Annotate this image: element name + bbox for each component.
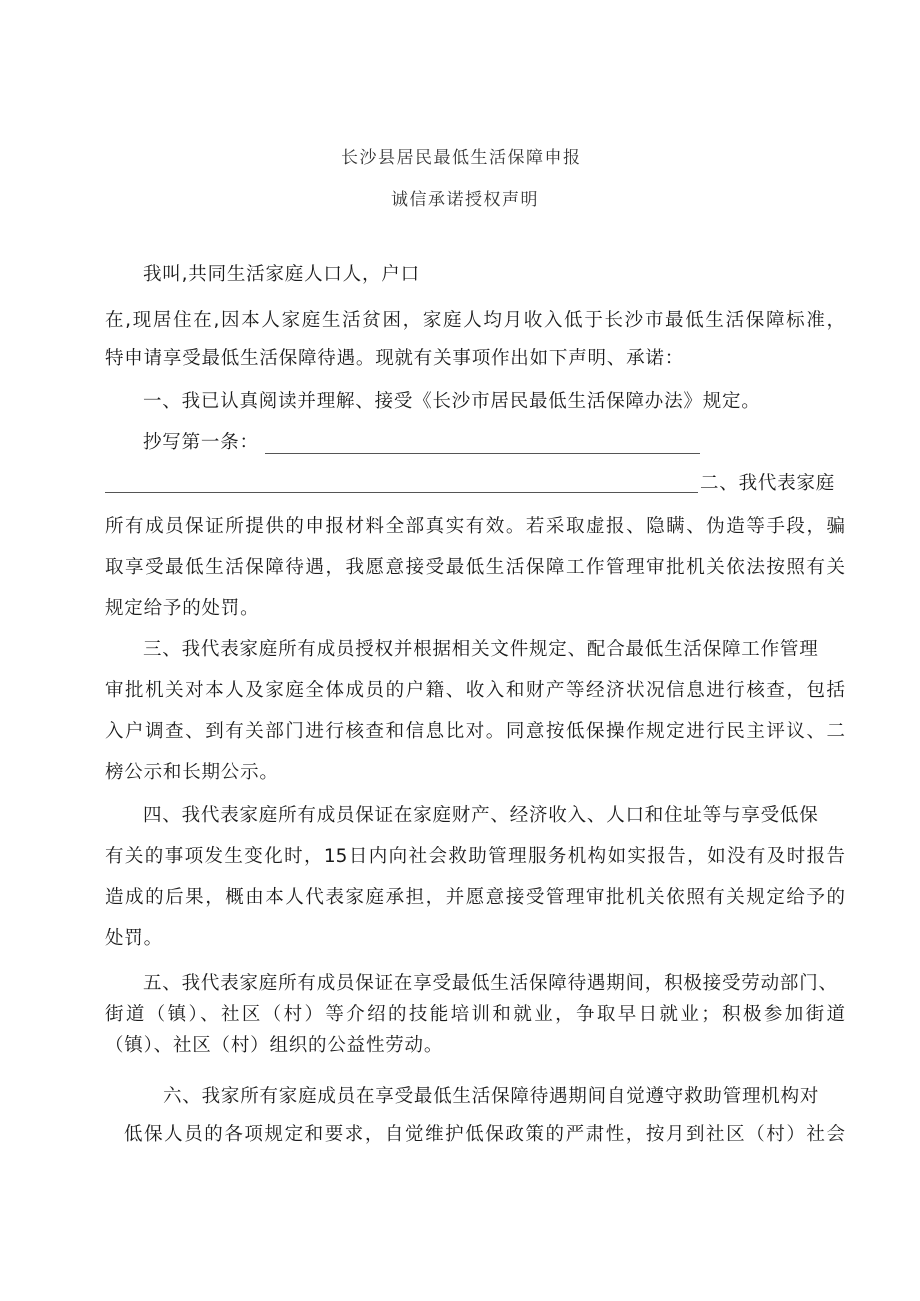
item4-line-2: 有关的事项发生变化时，15日内向社会救助管理服务机构如实报告，如没有及时报告 — [105, 846, 845, 867]
item1-copy-label: 抄写第一条： — [143, 432, 259, 453]
item4-line-1: 四、我代表家庭所有成员保证在家庭财产、经济收入、人口和住址等与享受低保 — [143, 805, 819, 826]
copy-blank-line-1 — [265, 453, 700, 454]
item2-line-3: 取享受最低生活保障待遇，我愿意接受最低生活保障工作管理审批机关依法按照有关 — [105, 557, 845, 578]
item2-line-4: 规定给予的处罚。 — [105, 598, 260, 619]
item6-line-1: 六、我家所有家庭成员在享受最低生活保障待遇期间自觉遵守救助管理机构对 — [163, 1086, 820, 1107]
item3-line-4: 榜公示和长期公示。 — [105, 762, 279, 783]
item3-line-1: 三、我代表家庭所有成员授权并根据相关文件规定、配合最低生活保障工作管理 — [143, 639, 819, 660]
item3-line-2: 审批机关对本人及家庭全体成员的户籍、收入和财产等经济状况信息进行核查，包括 — [105, 680, 845, 701]
intro-line-1: 我叫,共同生活家庭人口人，户口 — [143, 264, 420, 285]
item5-line-3: （镇）、社区（村）组织的公益性劳动。 — [105, 1035, 444, 1056]
item1-text: 一、我已认真阅读并理解、接受《长沙市居民最低生活保障办法》规定。 — [143, 391, 761, 412]
title-line-1: 长沙县居民最低生活保障申报 — [341, 148, 582, 168]
intro-line-3: 特申请享受最低生活保障待遇。现就有关事项作出如下声明、承诺： — [105, 348, 685, 369]
item4-line-3: 造成的后果，概由本人代表家庭承担，并愿意接受管理审批机关依照有关规定给予的 — [105, 887, 845, 908]
copy-blank-line-2 — [105, 492, 698, 493]
intro-line-2: 在,现居住在,因本人家庭生活贫困，家庭人均月收入低于长沙市最低生活保障标准， — [105, 310, 845, 331]
item2-line-1: 二、我代表家庭 — [700, 473, 836, 494]
item2-line-2: 所有成员保证所提供的申报材料全部真实有效。若采取虚报、隐瞒、伪造等手段，骗 — [105, 516, 845, 537]
item4-line-4: 处罚。 — [105, 928, 163, 949]
item5-line-1: 五、我代表家庭所有成员保证在享受最低生活保障待遇期间，积极接受劳动部门、 — [143, 973, 838, 994]
title-line-2: 诚信承诺授权声明 — [391, 190, 539, 210]
item3-line-3: 入户调查、到有关部门进行核查和信息比对。同意按低保操作规定进行民主评议、二 — [105, 721, 845, 742]
item6-line-2: 低保人员的各项规定和要求，自觉维护低保政策的严肃性，按月到社区（村）社会 — [124, 1124, 845, 1145]
item5-line-2: 街道（镇）、社区（村）等介绍的技能培训和就业，争取早日就业；积极参加街道 — [105, 1004, 845, 1025]
